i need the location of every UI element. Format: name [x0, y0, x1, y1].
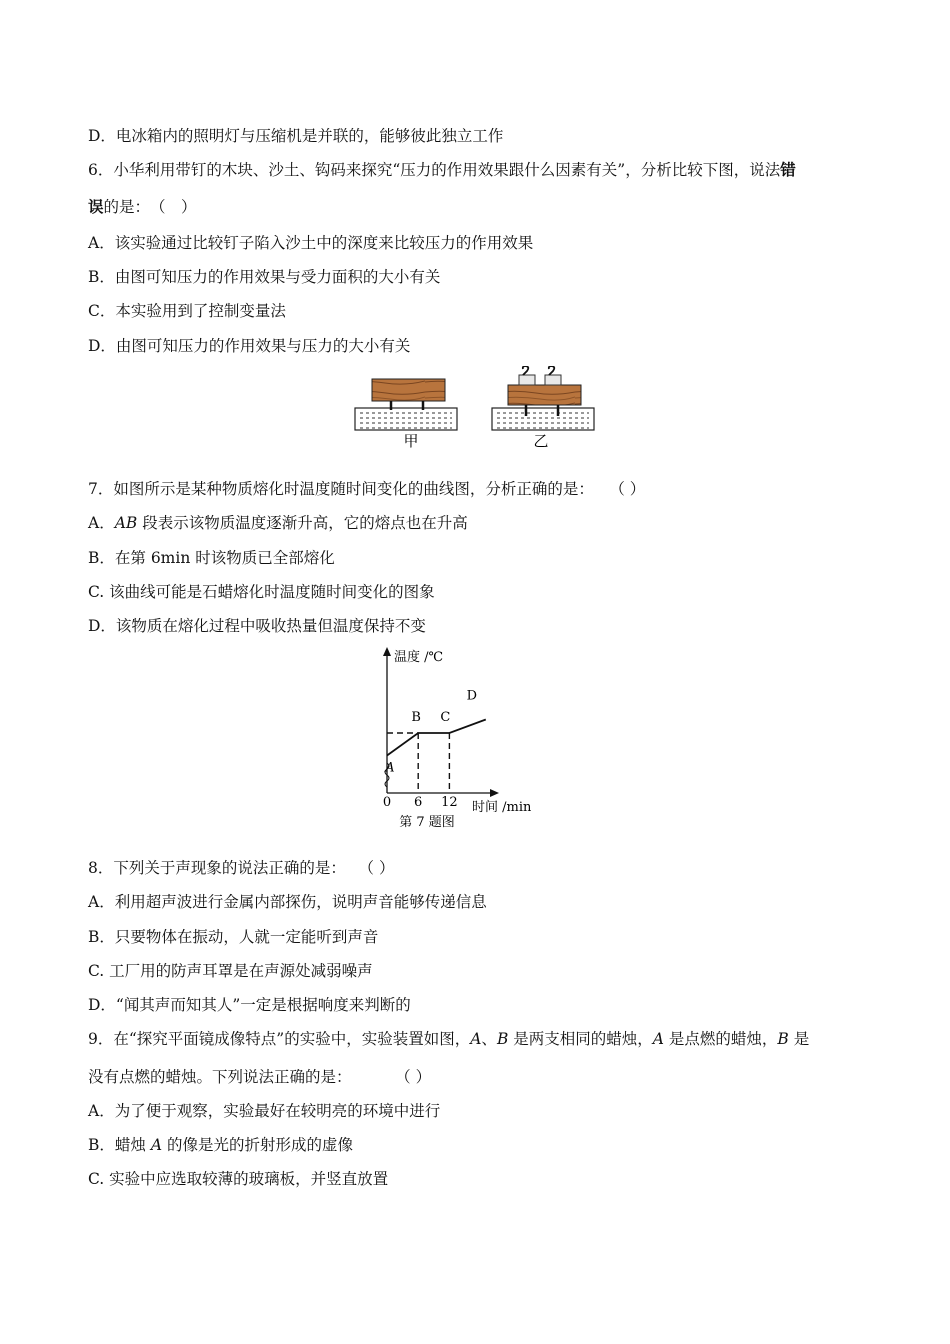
q7-option-b: B．在第 6min 时该物质已全部熔化 [88, 549, 335, 567]
q9-italic-b: B [777, 1030, 789, 1048]
q9-italic-a: A [470, 1030, 482, 1048]
q9-stem-text: 是 [788, 1030, 810, 1048]
q8-option-c: C. 工厂用的防声耳罩是在声源处减弱噪声 [88, 962, 373, 980]
q9-stem-line1 [88, 1029, 809, 1049]
q8-option-b: B．只要物体在振动，人就一定能听到声音 [88, 928, 379, 946]
setup-jia [355, 379, 457, 450]
figure-label-jia: 甲 [403, 432, 419, 450]
y-axis-label: 温度 /℃ [394, 650, 444, 665]
q7-option-a [88, 513, 468, 533]
q7-option-c: C. 该曲线可能是石蜡熔化时温度随时间变化的图象 [88, 583, 435, 601]
setup-yi [492, 366, 594, 450]
q9-italic-a: A [652, 1030, 664, 1048]
sand-box-jia [355, 408, 457, 430]
q9-b-prefix: B．蜡烛 [88, 1136, 151, 1154]
q5-option-d: D．电冰箱内的照明灯与压缩机是并联的，能够彼此独立工作 [88, 127, 504, 145]
q9-stem-text: 是点燃的蜡烛， [663, 1030, 778, 1048]
point-label-a: A [385, 760, 395, 776]
q9-option-c: C. 实验中应选取较薄的玻璃板，并竖直放置 [88, 1170, 389, 1188]
q9-stem-text: 是两支相同的蜡烛， [508, 1030, 653, 1048]
point-label-d: D [466, 688, 478, 704]
hook-weight-icon [519, 366, 535, 385]
figure-label-yi: 乙 [533, 432, 549, 450]
q7-a-italic: AB [114, 514, 138, 532]
q6-stem-text: 6．小华利用带钉的木块、沙土、钩码来探究“压力的作用效果跟什么因素有关”，分析比较下图，说法 [88, 161, 781, 179]
x-tick-label: 0 [382, 795, 392, 810]
q6-figure [350, 366, 600, 454]
point-label-c: C [440, 710, 451, 725]
sand-box-yi [492, 408, 594, 430]
x-axis-label: 时间 /min [472, 800, 532, 815]
q9-stem-line2: 没有点燃的蜡烛。下列说法正确的是： （ ） [88, 1068, 432, 1086]
q7-chart [370, 645, 550, 835]
q6-stem-bold2: 误 [88, 197, 104, 216]
q6-option-d: D．由图可知压力的作用效果与压力的大小有关 [88, 337, 411, 355]
y-axis-arrow [383, 647, 391, 656]
x-tick-label: 6 [414, 795, 423, 810]
q9-stem-text: 、 [481, 1030, 497, 1048]
q6-option-a: A．该实验通过比较钉子陷入沙土中的深度来比较压力的作用效果 [88, 234, 534, 252]
q6-stem-line1 [88, 160, 796, 180]
q8-option-d: D．“闻其声而知其人”一定是根据响度来判断的 [88, 996, 411, 1014]
q6-option-c: C．本实验用到了控制变量法 [88, 302, 286, 320]
chart-title: 第 7 题图 [399, 815, 455, 830]
q9-italic-b: B [496, 1030, 509, 1048]
q9-option-a: A．为了便于观察，实验最好在较明亮的环境中进行 [88, 1102, 441, 1120]
wood-block-yi [508, 385, 581, 405]
series-line [387, 720, 486, 756]
q7-stem: 7．如图所示是某种物质熔化时温度随时间变化的曲线图，分析正确的是： （ ） [88, 480, 646, 498]
q9-b-italic: A [150, 1136, 163, 1154]
q9-b-rest: 的像是光的折射形成的虚像 [162, 1136, 353, 1154]
x-tick-label: 12 [441, 795, 458, 810]
q7-a-prefix: A． [88, 514, 115, 532]
q6-stem-line2 [88, 197, 197, 217]
q9-stem-text: 9．在“探究平面镜成像特点”的实验中，实验装置如图， [88, 1030, 471, 1048]
q6-stem-bold: 错 [780, 160, 796, 179]
q8-stem: 8．下列关于声现象的说法正确的是： （ ） [88, 859, 395, 877]
q8-option-a: A．利用超声波进行金属内部探伤，说明声音能够传递信息 [88, 893, 487, 911]
point-label-b: B [411, 710, 421, 725]
q6-option-b: B．由图可知压力的作用效果与受力面积的大小有关 [88, 268, 441, 286]
wood-block-jia [372, 379, 445, 401]
x-axis-arrow [490, 789, 499, 797]
q6-stem-tail: 的是： （ ） [103, 198, 197, 216]
q7-a-rest: 段表示该物质温度逐渐升高，它的熔点也在升高 [137, 514, 468, 532]
q7-option-d: D．该物质在熔化过程中吸收热量但温度保持不变 [88, 617, 426, 635]
hook-weight-icon [545, 366, 561, 385]
q9-option-b [88, 1135, 353, 1155]
